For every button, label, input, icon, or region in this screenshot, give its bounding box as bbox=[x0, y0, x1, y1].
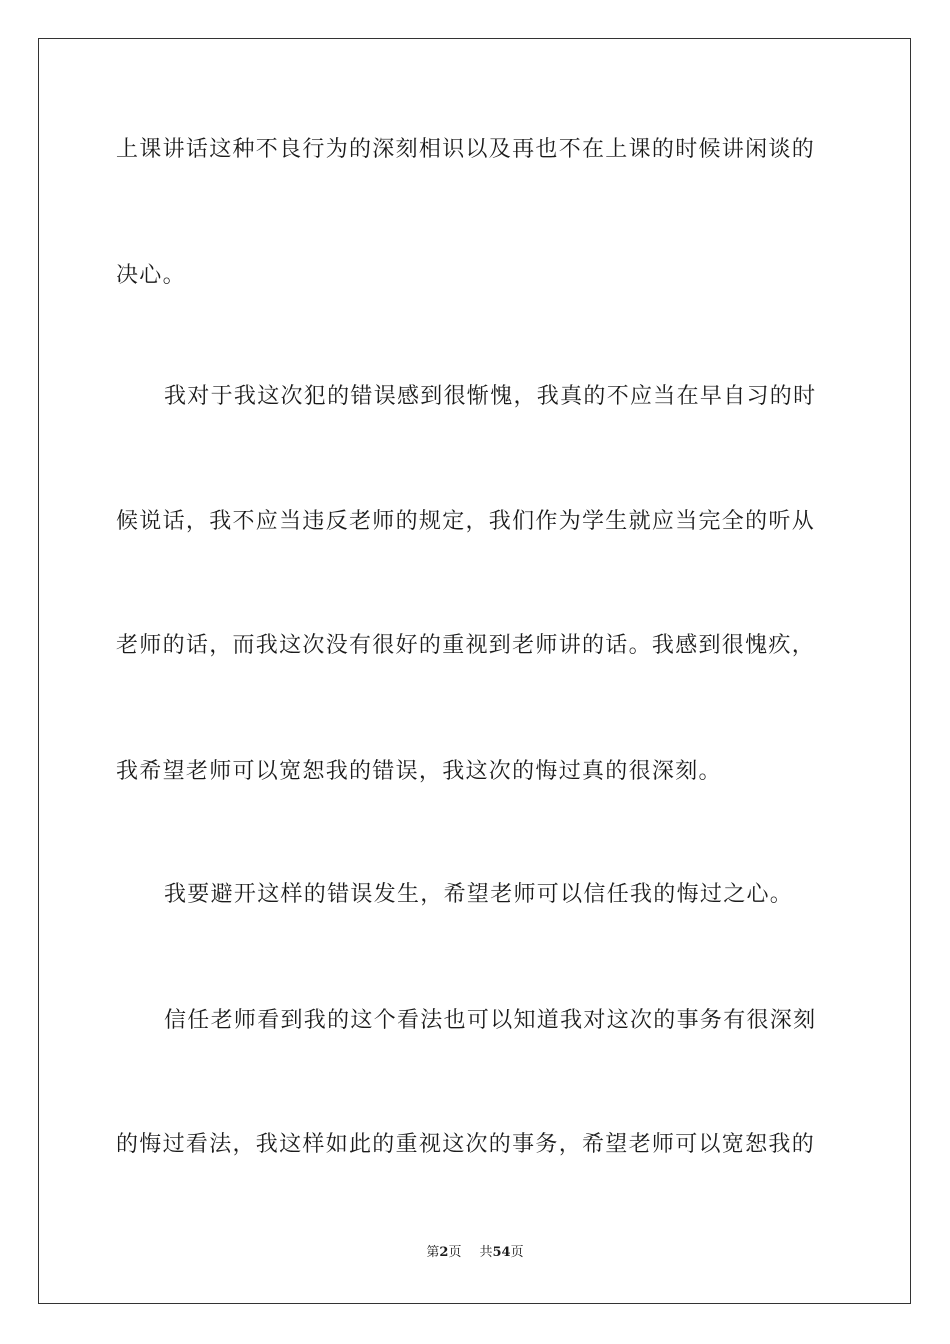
body-line-7: 我要避开这样的错误发生，希望老师可以信任我的悔过之心。 bbox=[164, 882, 794, 907]
page-suffix: 页 bbox=[448, 1245, 462, 1260]
total-suffix: 页 bbox=[510, 1245, 524, 1260]
page-footer bbox=[0, 1245, 950, 1261]
body-line-3: 我对于我这次犯的错误感到很惭愧，我真的不应当在早自习的时 bbox=[164, 384, 817, 409]
page-prefix: 第 bbox=[426, 1245, 440, 1260]
body-line-8: 信任老师看到我的这个看法也可以知道我对这次的事务有很深刻 bbox=[164, 1008, 817, 1033]
total-prefix: 共 bbox=[479, 1245, 493, 1260]
body-line-2: 决心。 bbox=[116, 263, 186, 288]
body-line-6: 我希望老师可以宽恕我的错误，我这次的悔过真的很深刻。 bbox=[116, 759, 722, 784]
body-line-9: 的悔过看法，我这样如此的重视这次的事务，希望老师可以宽恕我的 bbox=[116, 1132, 816, 1157]
page-frame bbox=[38, 38, 911, 1304]
body-line-1: 上课讲话这种不良行为的深刻相识以及再也不在上课的时候讲闲谈的 bbox=[116, 137, 816, 162]
page-number: 2 bbox=[439, 1245, 449, 1260]
body-line-5: 老师的话，而我这次没有很好的重视到老师讲的话。我感到很愧疚， bbox=[116, 633, 816, 658]
total-pages: 54 bbox=[492, 1245, 511, 1260]
body-line-4: 候说话，我不应当违反老师的规定，我们作为学生就应当完全的听从 bbox=[116, 509, 816, 534]
